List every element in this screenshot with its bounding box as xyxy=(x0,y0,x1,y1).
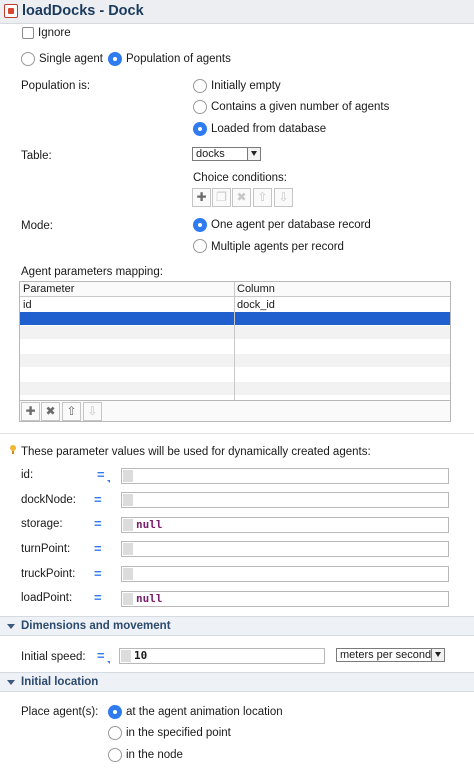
given-number-radio[interactable] xyxy=(193,100,207,114)
multiple-agents-per-record-label: Multiple agents per record xyxy=(211,241,344,253)
column-header-column[interactable]: Column xyxy=(237,283,275,295)
initially-empty-label: Initially empty xyxy=(211,80,281,92)
mapping-table[interactable] xyxy=(19,281,451,401)
param-label-id: id: xyxy=(21,469,34,481)
column-header-parameter[interactable]: Parameter xyxy=(23,283,75,295)
delete-icon[interactable]: ✖ xyxy=(41,402,60,421)
choice-conditions-label: Choice conditions: xyxy=(193,172,287,184)
param-label-docknode: dockNode: xyxy=(21,494,76,506)
place-agents-label: Place agent(s): xyxy=(21,706,99,718)
separator xyxy=(0,433,474,434)
table-label: Table: xyxy=(21,150,52,162)
code-mode-indicator xyxy=(107,661,110,664)
in-the-node-label: in the node xyxy=(126,749,183,761)
collapse-triangle-icon[interactable] xyxy=(7,624,15,629)
initial-speed-field[interactable]: 10 xyxy=(119,648,325,664)
one-agent-per-record-radio[interactable] xyxy=(193,218,207,232)
speed-unit-value: meters per second xyxy=(340,649,432,661)
param-field-truckpoint[interactable] xyxy=(121,566,449,582)
initially-empty-radio[interactable] xyxy=(193,79,207,93)
initial-speed-label: Initial speed: xyxy=(21,651,86,663)
one-agent-per-record-label: One agent per database record xyxy=(211,219,371,231)
table-row-empty[interactable] xyxy=(20,354,450,367)
static-value-icon[interactable]: = xyxy=(94,516,102,531)
table-row-selected[interactable] xyxy=(20,312,450,325)
table-row[interactable] xyxy=(20,298,450,311)
single-agent-radio[interactable] xyxy=(21,52,35,66)
param-field-loadpoint[interactable]: null xyxy=(121,591,449,607)
table-cell-parameter[interactable]: id xyxy=(23,299,32,311)
column-divider xyxy=(234,282,235,400)
delete-icon[interactable]: ✖ xyxy=(232,188,251,207)
param-label-truckpoint: truckPoint: xyxy=(21,568,76,580)
param-field-id[interactable] xyxy=(121,468,449,484)
loaded-from-database-label: Loaded from database xyxy=(211,123,327,135)
section-title: Initial location xyxy=(21,676,99,688)
static-value-icon[interactable]: = xyxy=(94,590,102,605)
section-dimensions-and-movement[interactable] xyxy=(0,616,474,636)
table-row-empty[interactable] xyxy=(20,340,450,353)
code-mode-icon[interactable]: = xyxy=(97,648,105,663)
speed-unit-combobox[interactable] xyxy=(336,648,445,662)
agent-population-icon xyxy=(4,4,18,18)
collapse-triangle-icon[interactable] xyxy=(7,680,15,685)
code-mode-indicator xyxy=(107,480,110,483)
table-cell-column[interactable]: dock_id xyxy=(237,299,275,311)
loaded-from-database-radio[interactable] xyxy=(193,122,207,136)
ignore-label: Ignore xyxy=(38,27,71,39)
mapping-label: Agent parameters mapping: xyxy=(21,266,163,278)
code-mode-icon[interactable]: = xyxy=(97,467,105,482)
static-value-icon[interactable]: = xyxy=(94,566,102,581)
param-field-storage[interactable]: null xyxy=(121,517,449,533)
mapping-table-header xyxy=(20,282,450,297)
static-value-icon[interactable]: = xyxy=(94,541,102,556)
specified-point-radio[interactable] xyxy=(108,726,122,740)
window-titlebar xyxy=(0,0,474,24)
param-label-loadpoint: loadPoint: xyxy=(21,592,73,604)
move-down-icon[interactable]: ⇩ xyxy=(274,188,293,207)
multiple-agents-per-record-radio[interactable] xyxy=(193,239,207,253)
move-up-icon[interactable]: ⇧ xyxy=(253,188,272,207)
add-icon[interactable]: ✚ xyxy=(21,402,40,421)
window-title: loadDocks - Dock xyxy=(22,3,144,19)
population-is-label: Population is: xyxy=(21,80,91,92)
population-of-agents-label: Population of agents xyxy=(126,53,231,65)
hint-text: These parameter values will be used for dynamically created agents: xyxy=(21,446,371,458)
param-field-docknode[interactable] xyxy=(121,492,449,508)
animation-location-label: at the agent animation location xyxy=(126,706,283,718)
param-label-storage: storage: xyxy=(21,518,63,530)
static-value-icon[interactable]: = xyxy=(94,492,102,507)
param-field-turnpoint[interactable] xyxy=(121,541,449,557)
ignore-checkbox[interactable] xyxy=(22,27,34,39)
table-row-empty[interactable] xyxy=(20,382,450,395)
specified-point-label: in the specified point xyxy=(126,727,231,739)
section-initial-location[interactable] xyxy=(0,672,474,692)
table-combobox[interactable] xyxy=(192,147,261,161)
add-icon[interactable]: ✚ xyxy=(192,188,211,207)
chevron-down-icon[interactable] xyxy=(431,649,444,661)
table-row-empty[interactable] xyxy=(20,368,450,381)
move-down-icon[interactable]: ⇩ xyxy=(83,402,102,421)
section-title: Dimensions and movement xyxy=(21,620,171,632)
copy-icon[interactable]: ❐ xyxy=(212,188,231,207)
mode-label: Mode: xyxy=(21,220,53,232)
table-combobox-value: docks xyxy=(196,148,225,160)
given-number-label: Contains a given number of agents xyxy=(211,101,390,113)
chevron-down-icon[interactable] xyxy=(247,148,260,160)
in-the-node-radio[interactable] xyxy=(108,748,122,762)
param-label-turnpoint: turnPoint: xyxy=(21,543,71,555)
move-up-icon[interactable]: ⇧ xyxy=(62,402,81,421)
table-row-empty[interactable] xyxy=(20,326,450,339)
single-agent-label: Single agent xyxy=(39,53,103,65)
lightbulb-icon xyxy=(9,445,17,455)
population-of-agents-radio[interactable] xyxy=(108,52,122,66)
animation-location-radio[interactable] xyxy=(108,705,122,719)
